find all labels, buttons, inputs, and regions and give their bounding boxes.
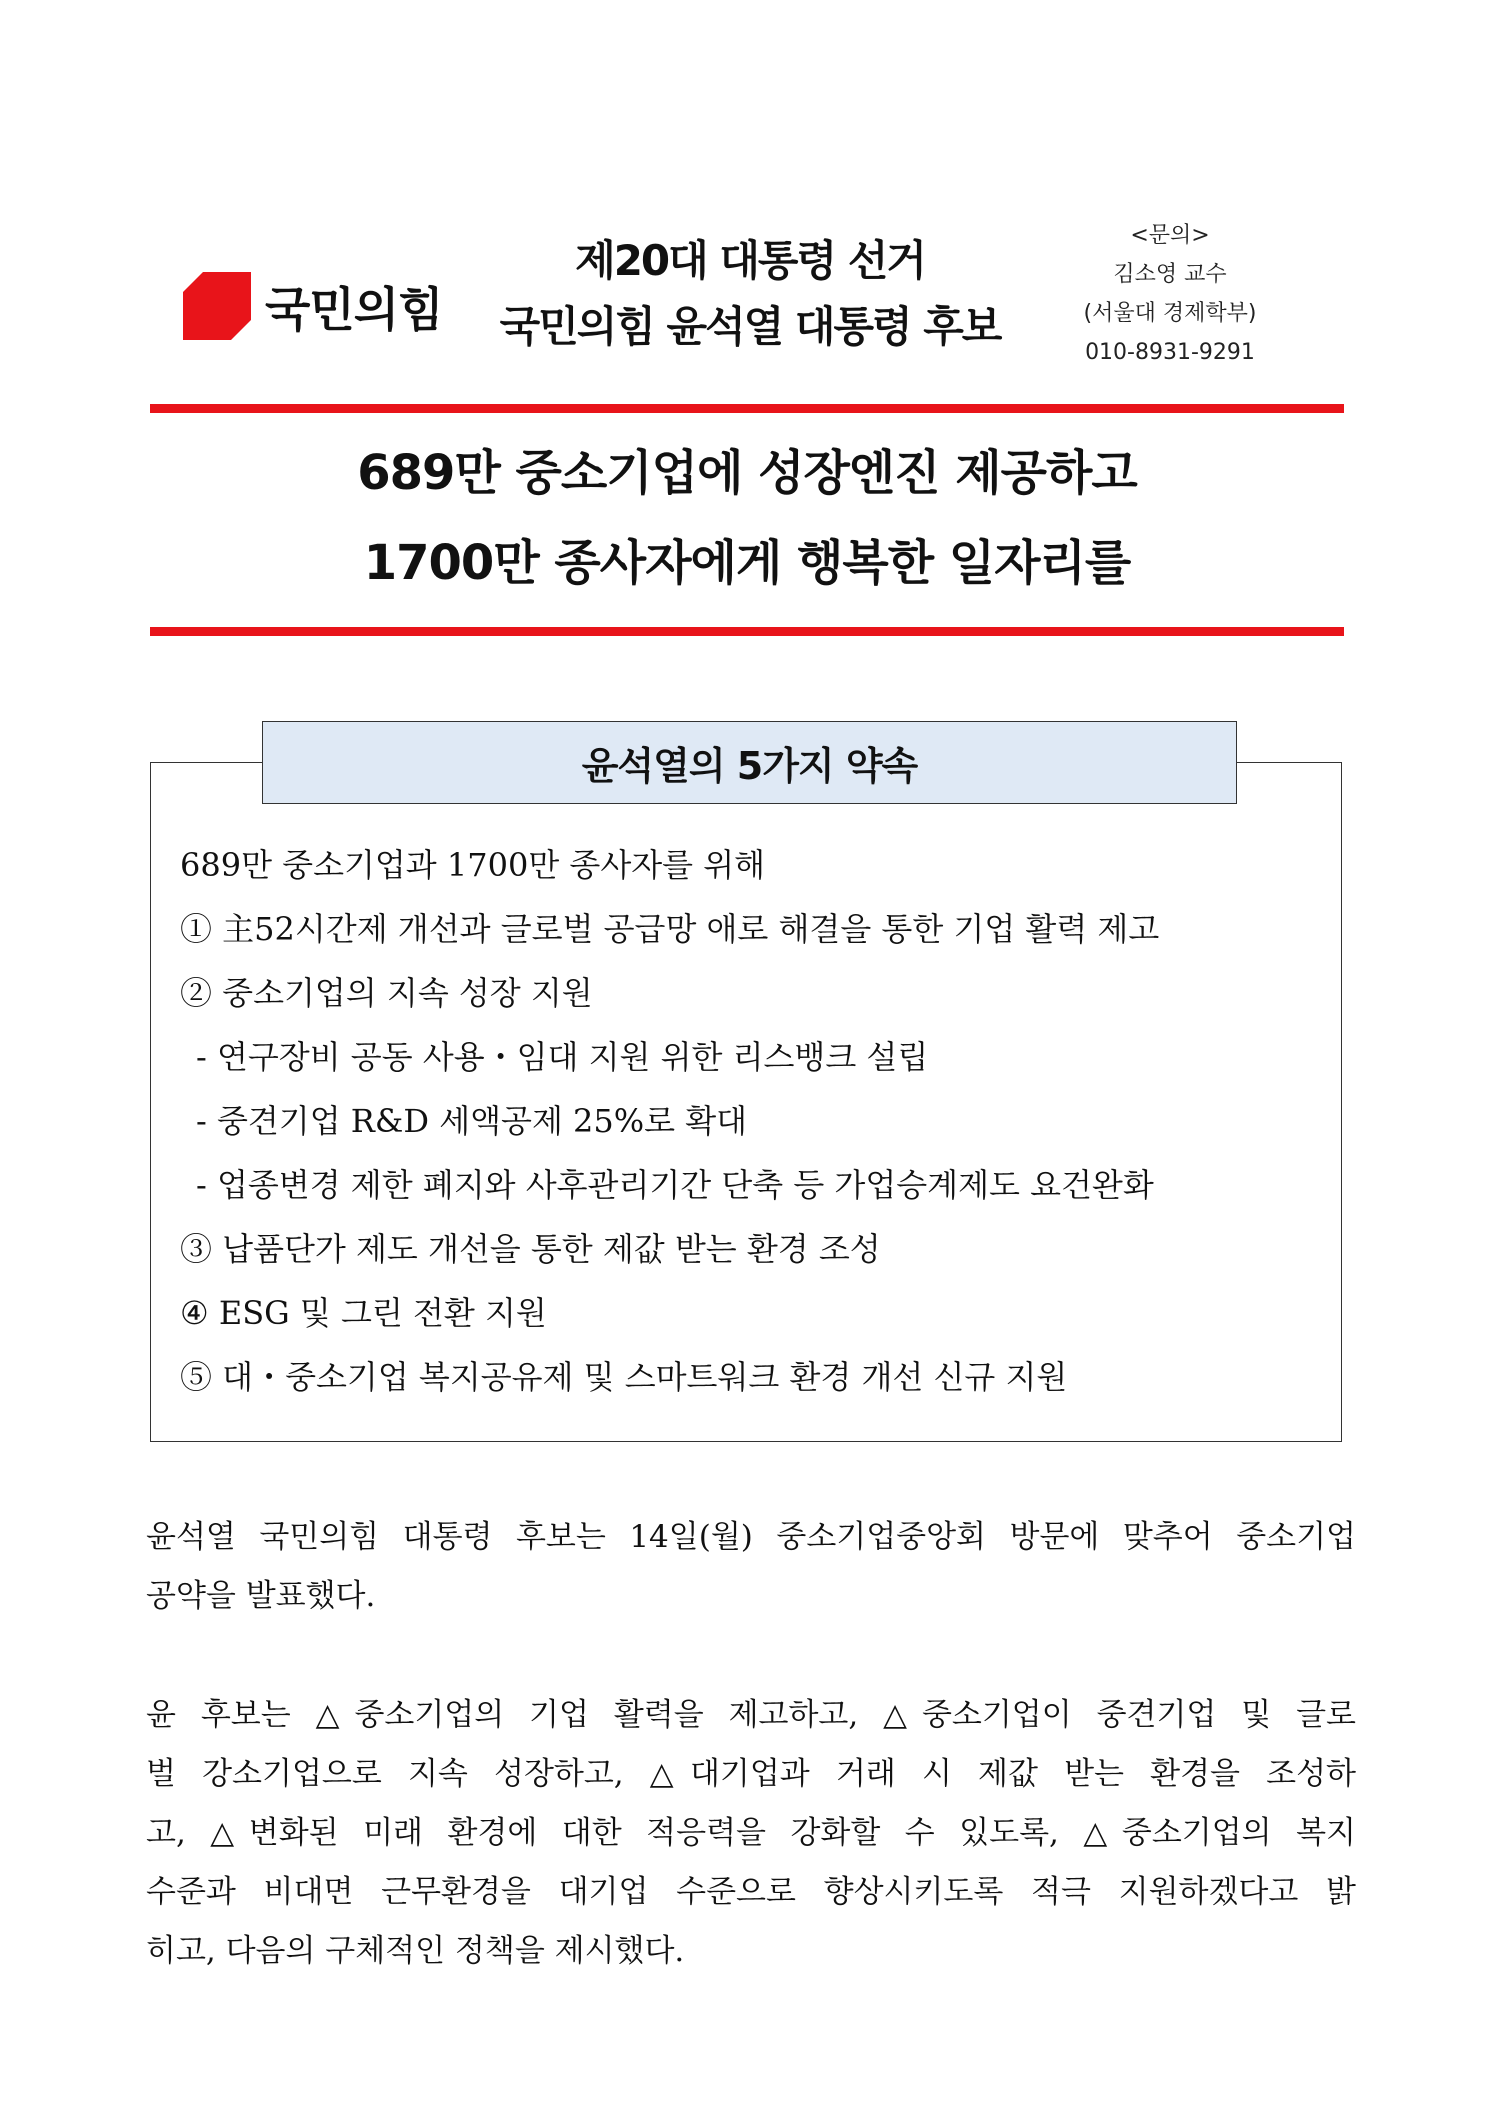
promises-list — [180, 833, 1330, 1409]
promise-subitem-lease-bank: - 연구장비 공동 사용・임대 지원 위한 리스뱅크 설립 — [196, 1038, 929, 1076]
promises-intro: 689만 중소기업과 1700만 종사자를 위해 — [180, 846, 766, 884]
body-paragraph-1 — [146, 1508, 1356, 1626]
paragraph-line: 히고, 다음의 구체적인 정책을 제시했다. — [146, 1933, 685, 1969]
paragraph-line: 고, △변화된 미래 환경에 대한 적응력을 강화할 수 있도록, △중소기업의 복지 — [146, 1815, 1356, 1851]
top-divider — [150, 404, 1344, 413]
body-paragraph-2 — [146, 1686, 1356, 1981]
election-line-2: 국민의힘 윤석열 대통령 후보 — [499, 302, 1001, 351]
promise-subitem-rnd-tax: - 중견기업 R&D 세액공제 25%로 확대 — [196, 1102, 748, 1140]
party-logo — [183, 270, 443, 342]
contact-info — [1040, 216, 1300, 372]
promise-item-4: ④ ESG 및 그린 전환 지원 — [180, 1294, 547, 1332]
contact-phone: 010-8931-9291 — [1085, 340, 1255, 365]
promise-item-3: ③ 납품단가 제도 개선을 통한 제값 받는 환경 조성 — [180, 1230, 881, 1268]
contact-name: 김소영 교수 — [1113, 262, 1227, 287]
election-title — [480, 228, 1020, 360]
promise-item-2: ② 중소기업의 지속 성장 지원 — [180, 974, 593, 1012]
election-line-1: 제20대 대통령 선거 — [575, 236, 925, 285]
promise-subitem-succession: - 업종변경 제한 폐지와 사후관리기간 단축 등 가업승계제도 요건완화 — [196, 1166, 1154, 1204]
contact-affiliation: (서울대 경제학부) — [1083, 301, 1257, 326]
promise-item-5: ⑤ 대・중소기업 복지공유제 및 스마트워크 환경 개선 신규 지원 — [180, 1358, 1068, 1396]
paragraph-line: 윤 후보는 △중소기업의 기업 활력을 제고하고, △중소기업이 중견기업 및 글로 — [146, 1697, 1356, 1733]
promises-title: 윤석열의 5가지 약속 — [262, 721, 1237, 804]
party-logo-mark-icon — [183, 272, 251, 340]
promise-item-1: ① 主52시간제 개선과 글로벌 공급망 애로 해결을 통한 기업 활력 제고 — [180, 910, 1160, 948]
bottom-divider — [150, 627, 1344, 636]
headline-line-2: 1700만 종사자에게 행복한 일자리를 — [363, 535, 1131, 591]
paragraph-line: 수준과 비대면 근무환경을 대기업 수준으로 향상시키도록 적극 지원하겠다고 밝 — [146, 1874, 1356, 1910]
paragraph-line: 공약을 발표했다. — [146, 1578, 376, 1614]
paragraph-line: 윤석열 국민의힘 대통령 후보는 14일(월) 중소기업중앙회 방문에 맞추어 중소기업 — [146, 1519, 1356, 1555]
paragraph-line: 벌 강소기업으로 지속 성장하고, △대기업과 거래 시 제값 받는 환경을 조성하 — [146, 1756, 1356, 1792]
headline-line-1: 689만 중소기업에 성장엔진 제공하고 — [357, 445, 1137, 501]
contact-label: <문의> — [1130, 223, 1210, 248]
party-name: 국민의힘 — [265, 282, 443, 338]
